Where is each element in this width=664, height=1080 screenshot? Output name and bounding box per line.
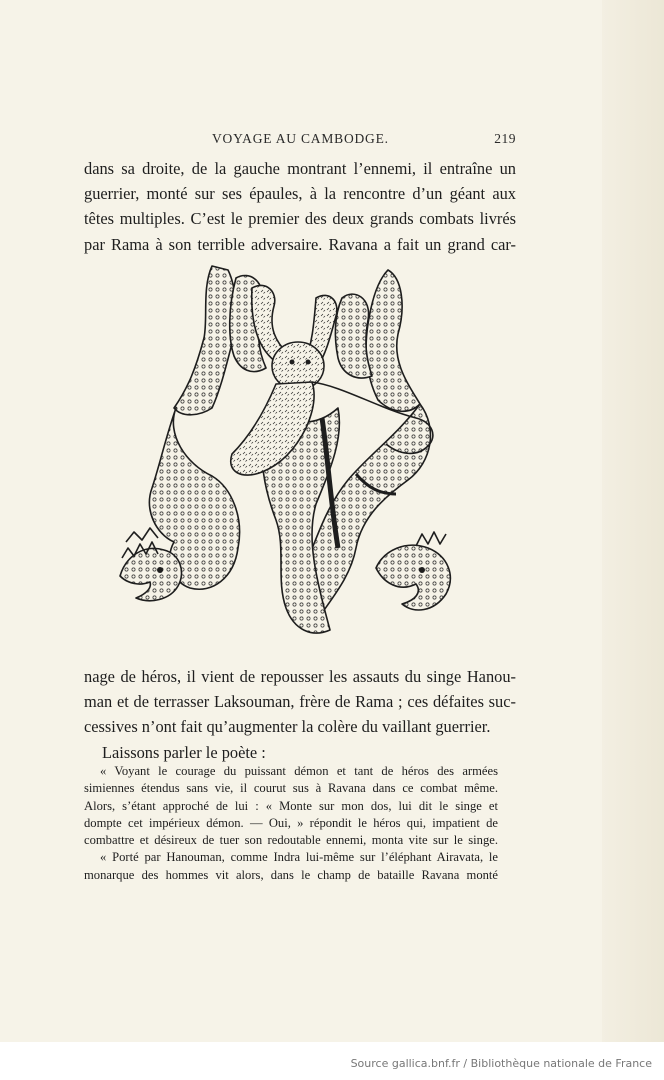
text-line: cessives n’ont fait qu’augmenter la colère du vaillant guerrier. <box>84 717 491 737</box>
quote-line: monarque des hommes vit alors, dans le champ de bataille Ravana monté <box>84 867 498 882</box>
text-line: par Rama à son terrible adversaire. Ravana a fait un grand car- <box>84 234 516 254</box>
source-credit: Source gallica.bnf.fr / Bibliothèque nationale de France <box>350 1057 652 1070</box>
paragraph-bottom <box>84 664 516 765</box>
demon-left-head <box>120 548 182 600</box>
text-line: man et de terrasser Laksouman, frère de Rama ; ces défaites suc- <box>84 692 516 712</box>
demon-left-leg-outer <box>174 266 236 415</box>
quote-line: combattre et désireux de tuer son redoutable ennemi, monta vite sur le singe. <box>84 833 498 848</box>
text-line: guerrier, monté sur ses épaules, à la rencontre d’un géant aux <box>84 184 516 204</box>
demon-right-leg-outer <box>366 270 420 411</box>
text-line: nage de héros, il vient de repousser les assauts du singe Hanou- <box>84 667 516 686</box>
running-head <box>86 131 516 149</box>
quote-line: Alors, s’étant approché de lui : « Monte sur mon dos, lui dit le singe et <box>84 798 498 813</box>
quote-line: dompte cet impérieux démon. — Oui, » répondit le héros qui, impatient de <box>84 815 498 830</box>
page-number: 219 <box>494 131 516 146</box>
text-line: dans sa droite, de la gauche montrant l’ennemi, il entraîne un <box>84 159 516 178</box>
demon-right-leg-inner <box>335 294 372 378</box>
page-edge-shadow <box>602 0 664 1042</box>
paragraph-top <box>84 156 516 257</box>
text-line: têtes multiples. C’est le premier des deux grands combats livrés <box>84 209 516 229</box>
hanuman-carrying-rama-illustration <box>116 258 462 650</box>
intro-line: Laissons parler le poète : <box>102 742 266 762</box>
block-quote <box>84 763 498 884</box>
demon-right-head <box>376 545 450 610</box>
quote-line: simiennes étendus sans vie, il courut sus à Ravana dans ce combat même. <box>84 781 498 796</box>
source-footer <box>0 1042 664 1080</box>
quote-line: « Porté par Hanouman, comme Indra lui-même sur l’éléphant Airavata, le <box>100 850 498 865</box>
quote-line: « Voyant le courage du puissant démon et tant de héros des armées <box>100 764 498 778</box>
running-title: VOYAGE AU CAMBODGE. <box>212 131 389 146</box>
